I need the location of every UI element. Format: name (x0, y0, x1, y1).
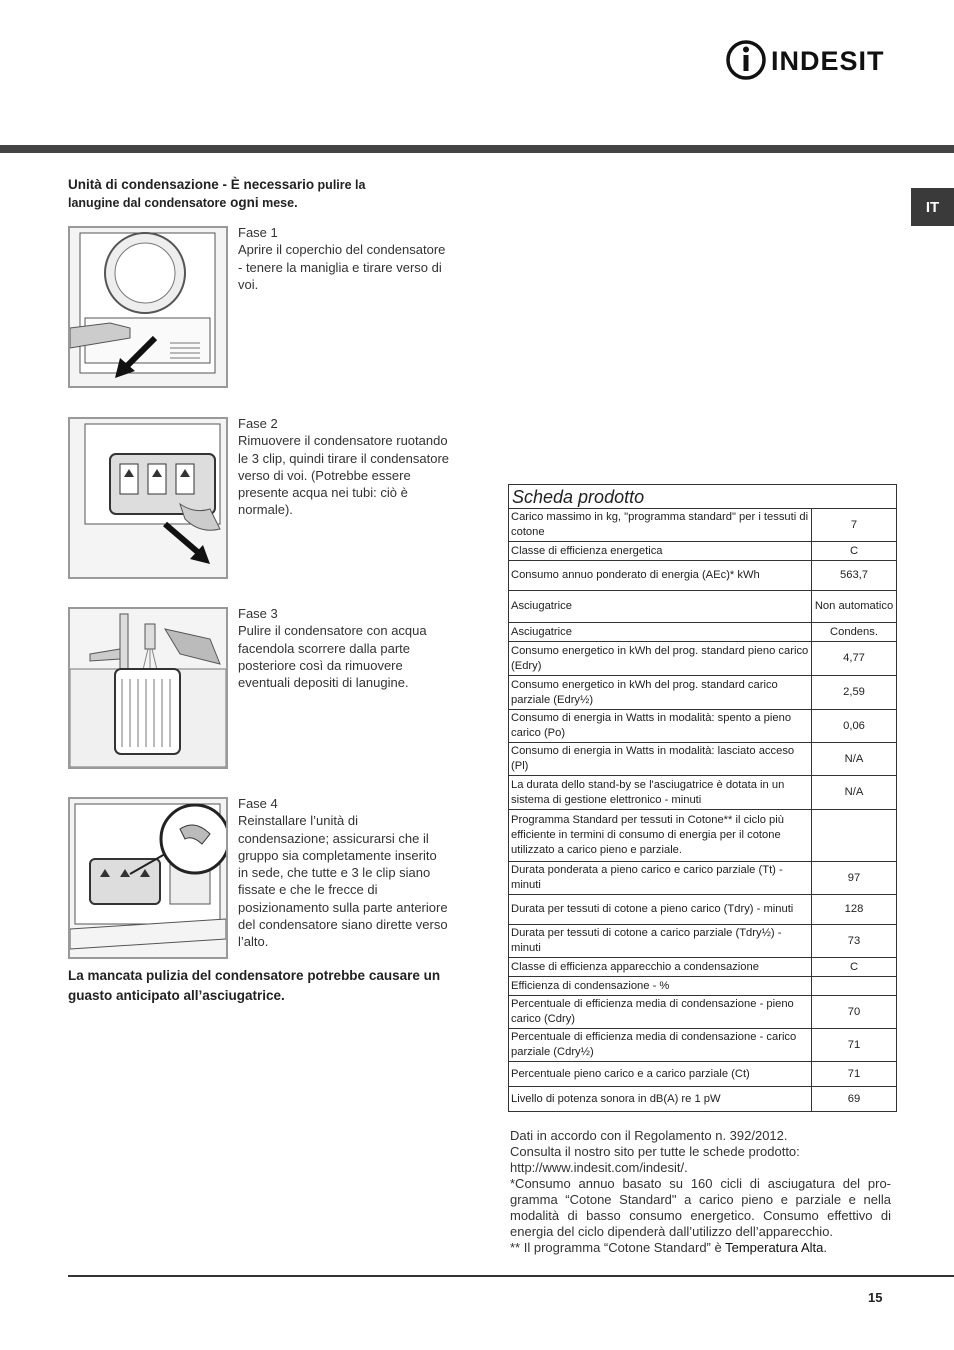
brand-logo-text: INDESIT (771, 46, 885, 76)
note-site: Consulta il nostro sito per tutte le schede prodotto: (510, 1144, 800, 1159)
section-title-rest2: lanugine dal condensatore (68, 196, 227, 210)
step-1 (238, 224, 450, 293)
section-title (68, 176, 448, 212)
step-1-illustration (68, 226, 228, 388)
row-label: La durata dello stand-by se l'asciugatrice è dotata in un sistema di gestione elettronico - minuti (509, 776, 812, 810)
note-consumption: *Consumo annuo basato su 160 cicli di asciugatura del pro-gramma “Cotone Standard" a carico pieno e parziale e nella modalità di basso consumo energetico. Consumo effettivo di energia del ciclo dipenderà dall’utilizzo dell’apparecchio. (510, 1176, 891, 1239)
row-label: Livello di potenza sonora in dB(A) re 1 pW (509, 1087, 812, 1112)
note-url: http://www.indesit.com/indesit/. (510, 1160, 688, 1175)
product-sheet-row (509, 895, 897, 925)
note-program-prefix: ** Il programma “Cotone Standard” è (510, 1240, 726, 1255)
row-label: Efficienza di condensazione - % (509, 977, 812, 996)
product-sheet-row (509, 591, 897, 623)
product-sheet-row (509, 1029, 897, 1062)
product-sheet-row (509, 710, 897, 743)
row-label: Durata per tessuti di cotone a carico parziale (Tdry½) - minuti (509, 925, 812, 958)
step-3-illustration (68, 607, 228, 769)
step-2 (238, 415, 450, 519)
row-label: Classe di efficienza apparecchio a condensazione (509, 958, 812, 977)
step-3-text: Pulire il condensatore con acqua facendola scorrere dalla parte posteriore così da rimuovere eventuali depositi di lanugine. (238, 623, 427, 691)
row-value: Condens. (812, 623, 897, 642)
maintenance-warning: La mancata pulizia del condensatore potrebbe causare un guasto anticipato all’asciugatrice. (68, 968, 441, 1003)
row-value: N/A (812, 776, 897, 810)
row-value: 2,59 (812, 676, 897, 710)
note-program-emph: Temperatura Alta (725, 1240, 824, 1255)
row-label: Consumo energetico in kWh del prog. standard carico parziale (Edry½) (509, 676, 812, 710)
step-3-label: Fase 3 (238, 606, 278, 621)
row-value: C (812, 958, 897, 977)
product-sheet-row (509, 509, 897, 542)
condenser-reinstall-icon (70, 799, 226, 957)
row-value: 0,06 (812, 710, 897, 743)
row-label: Percentuale di efficienza media di condensazione - carico parziale (Cdry½) (509, 1029, 812, 1062)
product-sheet-row (509, 1062, 897, 1087)
condenser-removal-icon (70, 419, 226, 577)
row-label: Carico massimo in kg, "programma standard" per i tessuti di cotone (509, 509, 812, 542)
note-regulation: Dati in accordo con il Regolamento n. 392/2012. (510, 1128, 788, 1143)
step-1-text: Aprire il coperchio del condensatore - tenere la maniglia e tirare verso di voi. (238, 242, 446, 292)
row-value: 71 (812, 1029, 897, 1062)
row-label: Durata per tessuti di cotone a pieno carico (Tdry) - minuti (509, 895, 812, 925)
product-sheet-row (509, 925, 897, 958)
product-sheet-row (509, 776, 897, 810)
section-title-rest1: pulire la (314, 178, 366, 192)
row-value: 69 (812, 1087, 897, 1112)
step-2-label: Fase 2 (238, 416, 278, 431)
step-4-illustration (68, 797, 228, 959)
section-title-mese: mese. (258, 196, 298, 210)
dryer-open-cover-icon (70, 228, 226, 386)
product-sheet-row (509, 561, 897, 591)
step-2-text: Rimuovere il condensatore ruotando le 3 clip, quindi tirare il condensatore verso di voi. (Potrebbe essere presente acqua nei tubi: ciò è normale). (238, 433, 450, 518)
product-sheet-row (509, 642, 897, 676)
product-sheet-title: Scheda prodotto (508, 484, 897, 508)
row-value: 7 (812, 509, 897, 542)
row-value (812, 977, 897, 996)
row-label: Asciugatrice (509, 591, 812, 623)
row-label: Programma Standard per tessuti in Cotone** il ciclo più efficiente in termini di consumo di energia per il cotone utilizzato a carico pieno e parziale. (509, 810, 812, 862)
product-sheet-row (509, 996, 897, 1029)
step-3 (238, 605, 450, 691)
product-sheet-row (509, 958, 897, 977)
footnotes (510, 1128, 891, 1256)
row-value: 97 (812, 862, 897, 895)
step-4-text: Reinstallare l’unità di condensazione; assicurarsi che il gruppo sia completamente inserito in sede, che tutte e 3 le clip siano fissate e che le frecce di posizionamento sulla parte anteriore del condensatore siano dirette verso l’alto. (238, 813, 448, 950)
row-value: 70 (812, 996, 897, 1029)
product-sheet-row (509, 977, 897, 996)
row-value: 4,77 (812, 642, 897, 676)
product-sheet-row (509, 810, 897, 862)
product-sheet-row (509, 862, 897, 895)
note-program (510, 1240, 891, 1256)
row-value (812, 810, 897, 862)
page-number: 15 (868, 1290, 883, 1305)
product-sheet-row (509, 743, 897, 776)
section-title-ogni: ogni (226, 195, 259, 210)
product-sheet (508, 484, 897, 1112)
note-program-suffix: . (823, 1240, 827, 1255)
row-label: Consumo energetico in kWh del prog. standard pieno carico (Edry) (509, 642, 812, 676)
step-1-label: Fase 1 (238, 225, 278, 240)
footer-rule (68, 1275, 954, 1277)
step-4-label: Fase 4 (238, 796, 278, 811)
row-label: Consumo di energia in Watts in modalità: spento a pieno carico (Po) (509, 710, 812, 743)
row-value: 73 (812, 925, 897, 958)
step-2-illustration (68, 417, 228, 579)
product-sheet-row (509, 623, 897, 642)
row-value: 563,7 (812, 561, 897, 591)
condenser-washing-icon (70, 609, 226, 767)
row-label: Percentuale pieno carico e a carico parziale (Ct) (509, 1062, 812, 1087)
row-label: Asciugatrice (509, 623, 812, 642)
product-sheet-row (509, 542, 897, 561)
row-value: C (812, 542, 897, 561)
product-sheet-row (509, 676, 897, 710)
header-bar (0, 145, 954, 153)
row-label: Durata ponderata a pieno carico e carico parziale (Tt) - minuti (509, 862, 812, 895)
language-tab: IT (911, 188, 954, 226)
section-title-bold: Unità di condensazione - È necessario (68, 177, 315, 192)
row-value: 71 (812, 1062, 897, 1087)
product-sheet-row (509, 1087, 897, 1112)
row-label: Consumo annuo ponderato di energia (AEc)* kWh (509, 561, 812, 591)
product-sheet-table (508, 508, 897, 1112)
row-label: Classe di efficienza energetica (509, 542, 812, 561)
row-value: 128 (812, 895, 897, 925)
row-value: N/A (812, 743, 897, 776)
row-label: Percentuale di efficienza media di condensazione - pieno carico (Cdry) (509, 996, 812, 1029)
step-4 (238, 795, 450, 951)
row-label: Consumo di energia in Watts in modalità: lasciato acceso (Pl) (509, 743, 812, 776)
row-value: Non automatico (812, 591, 897, 623)
